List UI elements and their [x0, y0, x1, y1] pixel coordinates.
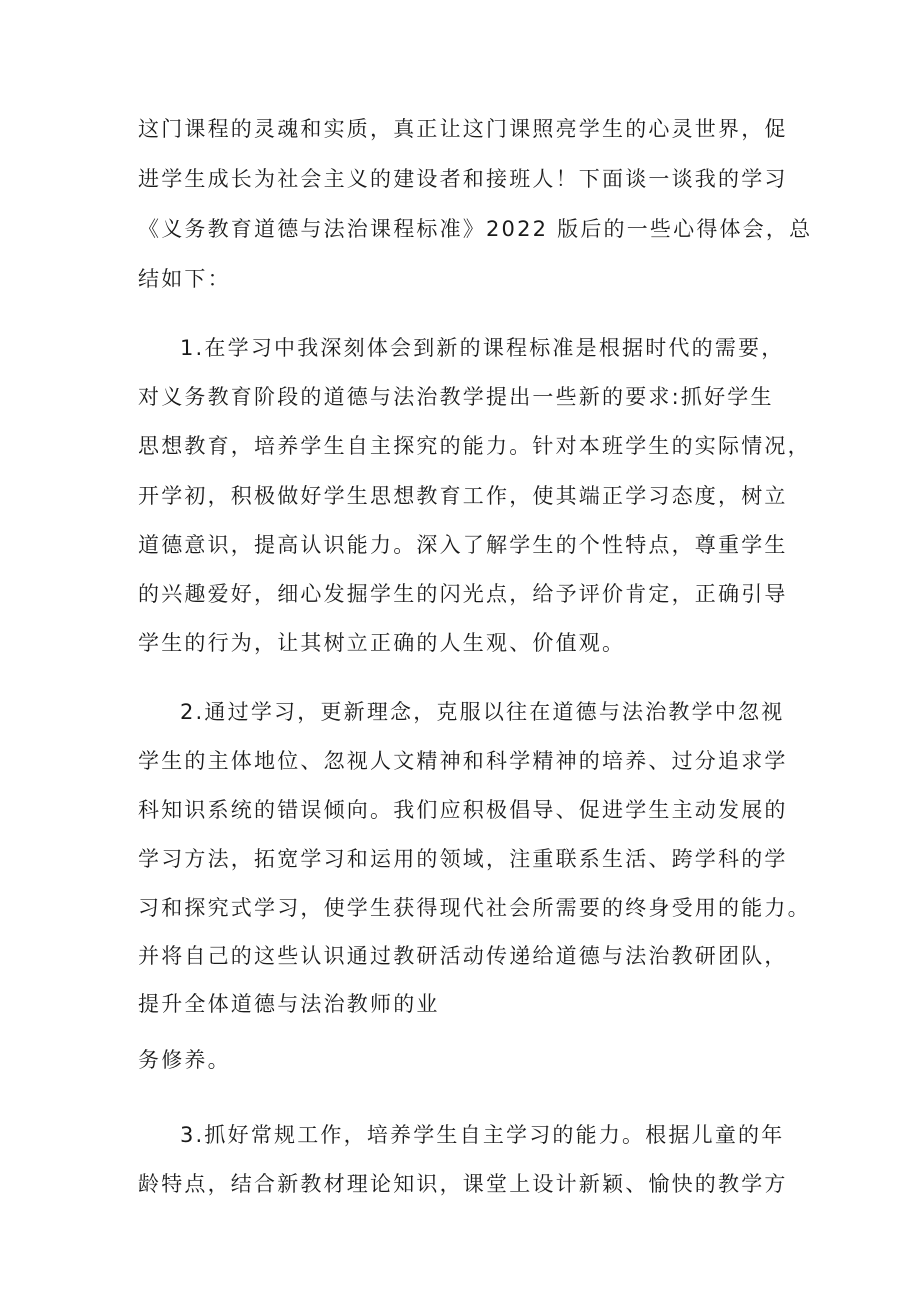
point-2-line-7: 提升全体道德与法治教师的业	[138, 992, 440, 1016]
point-2-line-1: 2.通过学习，更新理念，克服以往在道德与法治教学中忽视	[180, 700, 785, 724]
point-2-line-2: 学生的主体地位、忽视人文精神和科学精神的培养、过分追求学	[138, 749, 788, 773]
point-2-line-8: 务修养。	[138, 1048, 231, 1072]
point-2-line-6: 并将自己的这些认识通过教研活动传递给道德与法治教研团队，	[138, 944, 788, 968]
point-1-line-5: 道德意识，提高认识能力。深入了解学生的个性特点，尊重学生	[138, 533, 788, 557]
point-2-line-3: 科知识系统的错误倾向。我们应积极倡导、促进学生主动发展的	[138, 798, 788, 822]
point-2-line-4: 学习方法，拓宽学习和运用的领域，注重联系生活、跨学科的学	[138, 847, 788, 871]
point-1-line-7: 学生的行为，让其树立正确的人生观、价值观。	[138, 631, 626, 655]
intro-line-3: 《义务教育道德与法治课程标准》2022 版后的一些心得体会，总	[138, 217, 813, 241]
point-3-line-1: 3.抓好常规工作，培养学生自主学习的能力。根据儿童的年	[180, 1123, 785, 1147]
point-3-line-2: 龄特点，结合新教材理论知识，课堂上设计新颖、愉快的教学方	[138, 1172, 788, 1196]
point-2-line-5: 习和探究式学习，使学生获得现代社会所需要的终身受用的能力。	[138, 896, 811, 920]
point-1-line-1: 1.在学习中我深刻体会到新的课程标准是根据时代的需要，	[180, 336, 785, 360]
intro-line-2: 进学生成长为社会主义的建设者和接班人！下面谈一谈我的学习	[138, 167, 788, 191]
point-1-line-2: 对义务教育阶段的道德与法治教学提出一些新的要求:抓好学生	[138, 385, 774, 409]
point-1-line-4: 开学初，积极做好学生思想教育工作，使其端正学习态度，树立	[138, 484, 788, 508]
intro-line-1: 这门课程的灵魂和实质，真正让这门课照亮学生的心灵世界，促	[138, 117, 788, 141]
intro-line-4: 结如下：	[138, 267, 231, 291]
point-1-line-3: 思想教育，培养学生自主探究的能力。针对本班学生的实际情况，	[138, 434, 811, 458]
point-1-line-6: 的兴趣爱好，细心发掘学生的闪光点，给予评价肯定，正确引导	[138, 582, 788, 606]
